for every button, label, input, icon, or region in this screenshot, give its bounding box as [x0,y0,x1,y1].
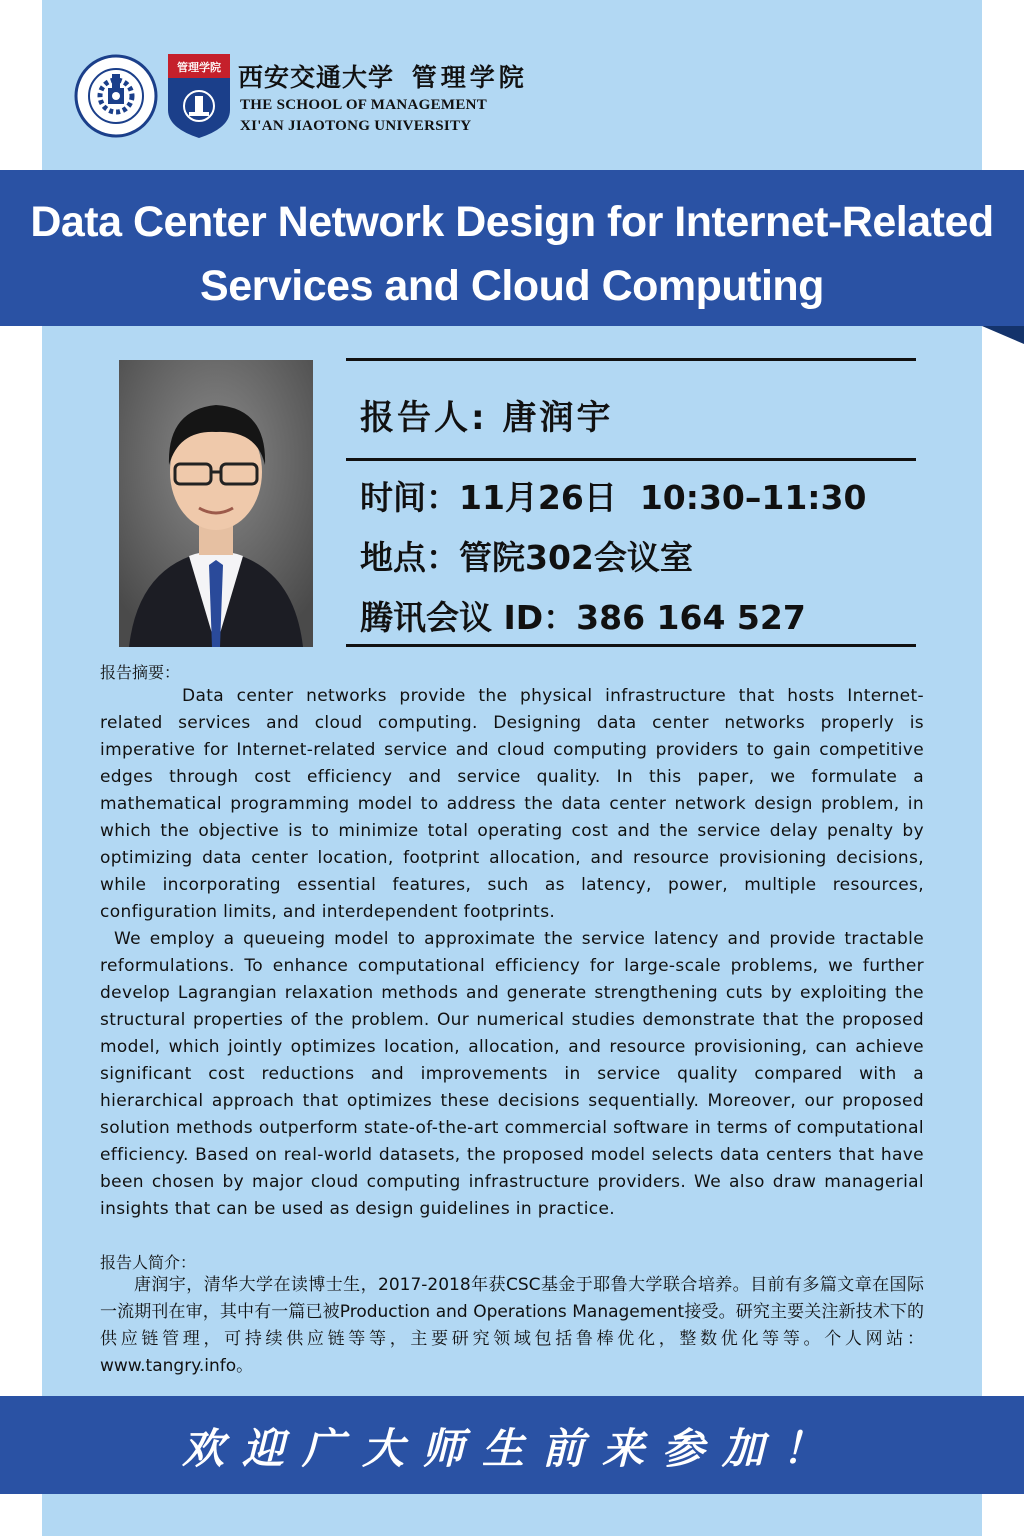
university-name-cn [238,58,528,94]
university-seal-logo [74,54,158,138]
school-name-en: THE SCHOOL OF MANAGEMENT [240,97,488,113]
school-shield-logo [168,54,230,138]
abstract-paragraph-2: We employ a queueing model to approximate the service latency and provide tractable reformulations. To enhance computational efficiency for large-scale problems, we further develop Lagrangian relaxation methods and generate strengthening cuts by exploiting the structural properties of the problem. Our numerical studies demonstrate that the proposed model, which jointly optimizes location, allocation, and resource provisioning, can achieve significant cost reductions and improvements in service quality compared with a hierarchical approach that optimizes these decisions sequentially. Moreover, our proposed solution methods outperform state-of-the-art commercial software in terms of computational efficiency. Based on real-world datasets, the proposed model selects data centers that have been chosen by major cloud computing infrastructure providers. We also draw managerial insights that can be used as design guidelines in practice. [100,929,924,1219]
time-line [360,472,866,519]
title-band-fold [982,326,1024,344]
bio-text: 唐润宇，清华大学在读博士生，2017-2018年获CSC基金于耶鲁大学联合培养。目前有多篇文章在国际一流期刊在审，其中有一篇已被Production and Operations Management接受。研究主要关注新技术下的供应链管理，可持续供应链等等，主要研究领域包括鲁棒优化，整数优化等等。个人网站：www.tangry.info。 [100,1275,924,1376]
abstract-paragraph-1: Data center networks provide the physical infrastructure that hosts Internet-related services and cloud computing. Designing data center networks properly is imperative for Internet-related service and cloud computing providers to gain competitive edges through cost efficiency and service quality. In this paper, we formulate a mathematical programming model to address the data center network design problem, in which the objective is to minimize total operating cost and the service delay penalty by optimizing data center location, footprint allocation, and resource provisioning decisions, while incorporating essential features, such as latency, power, multiple resources, configuration limits, and interdependent footprints. [100,686,924,922]
place-line [360,532,693,579]
info-rule-top [346,358,916,361]
speaker-name: 唐润宇 [502,398,614,438]
abstract-label: 报告摘要： [100,663,181,682]
time-label: 时间： [360,478,459,517]
speaker-label: 报告人: [360,398,488,438]
welcome-message: 欢迎广大师生前来参加！ [181,1424,842,1473]
abstract-text [100,683,924,1223]
svg-text:管理学院: 管理学院 [177,61,221,74]
info-rule-bottom [346,644,916,647]
speaker-line [360,390,613,439]
school-cn: 管理学院 [411,63,528,92]
place-value: 管院302会议室 [459,538,693,577]
time-value: 11月26日 10:30–11:30 [459,478,867,517]
info-rule-middle [346,458,916,461]
university-name-en: XI'AN JIAOTONG UNIVERSITY [240,118,472,134]
speaker-photo [119,360,313,647]
meeting-id: 386 164 527 [576,598,806,637]
bio-label: 报告人简介： [100,1253,197,1272]
title-line-1: Data Center Network Design for Internet-Related [30,198,994,246]
university-cn: 西安交通大学 [238,63,395,92]
meeting-line [360,592,806,639]
title-line-2: Services and Cloud Computing [200,262,824,310]
place-label: 地点： [360,538,459,577]
meeting-label: 腾讯会议 ID： [360,598,577,637]
poster-title [0,190,1024,318]
